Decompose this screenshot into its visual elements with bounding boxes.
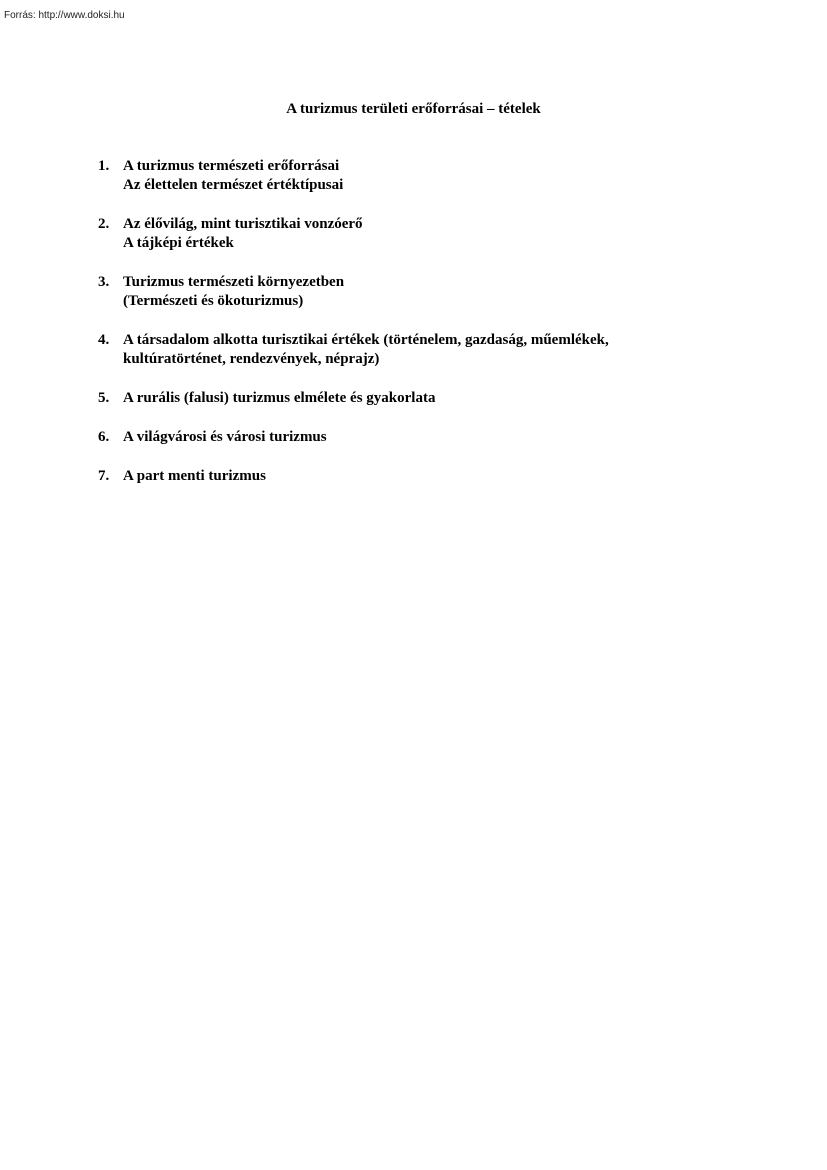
topic-text xyxy=(123,331,758,369)
topic-line: A rurális (falusi) turizmus elmélete és gyakorlata xyxy=(123,390,436,406)
topic-text xyxy=(123,467,758,486)
topic-number: 6. xyxy=(98,429,110,445)
topic-item xyxy=(98,389,758,408)
topic-line: Az élettelen természet értéktípusai xyxy=(123,177,344,193)
topic-line: (Természeti és ökoturizmus) xyxy=(123,293,304,309)
topic-text xyxy=(123,215,758,253)
topic-number: 5. xyxy=(98,390,110,406)
topic-line: A társadalom alkotta turisztikai értékek (történelem, gazdaság, műemlékek, xyxy=(123,332,609,348)
topic-number: 4. xyxy=(98,332,110,348)
topic-text xyxy=(123,428,758,447)
topic-item xyxy=(98,331,758,369)
topic-item xyxy=(98,467,758,486)
topic-line: kultúratörténet, rendezvények, néprajz) xyxy=(123,351,380,367)
topic-number: 3. xyxy=(98,274,110,290)
topic-item xyxy=(98,215,758,253)
topic-line: Az élővilág, mint turisztikai vonzóerő xyxy=(123,216,363,232)
topic-line: A turizmus természeti erőforrásai xyxy=(123,158,340,174)
topic-list xyxy=(98,157,758,506)
topic-text xyxy=(123,157,758,195)
topic-line: A part menti turizmus xyxy=(123,468,266,484)
document-title: A turizmus területi erőforrásai – tételek xyxy=(286,101,541,117)
topic-number: 1. xyxy=(98,158,110,174)
topic-number: 2. xyxy=(98,216,110,232)
source-note: Forrás: http://www.doksi.hu xyxy=(4,10,125,21)
topic-line: A világvárosi és városi turizmus xyxy=(123,429,327,445)
topic-number: 7. xyxy=(98,468,110,484)
topic-text xyxy=(123,389,758,408)
topic-line: Turizmus természeti környezetben xyxy=(123,274,345,290)
topic-item xyxy=(98,428,758,447)
topic-item xyxy=(98,157,758,195)
topic-text xyxy=(123,273,758,311)
topic-item xyxy=(98,273,758,311)
topic-line: A tájképi értékek xyxy=(123,235,234,251)
